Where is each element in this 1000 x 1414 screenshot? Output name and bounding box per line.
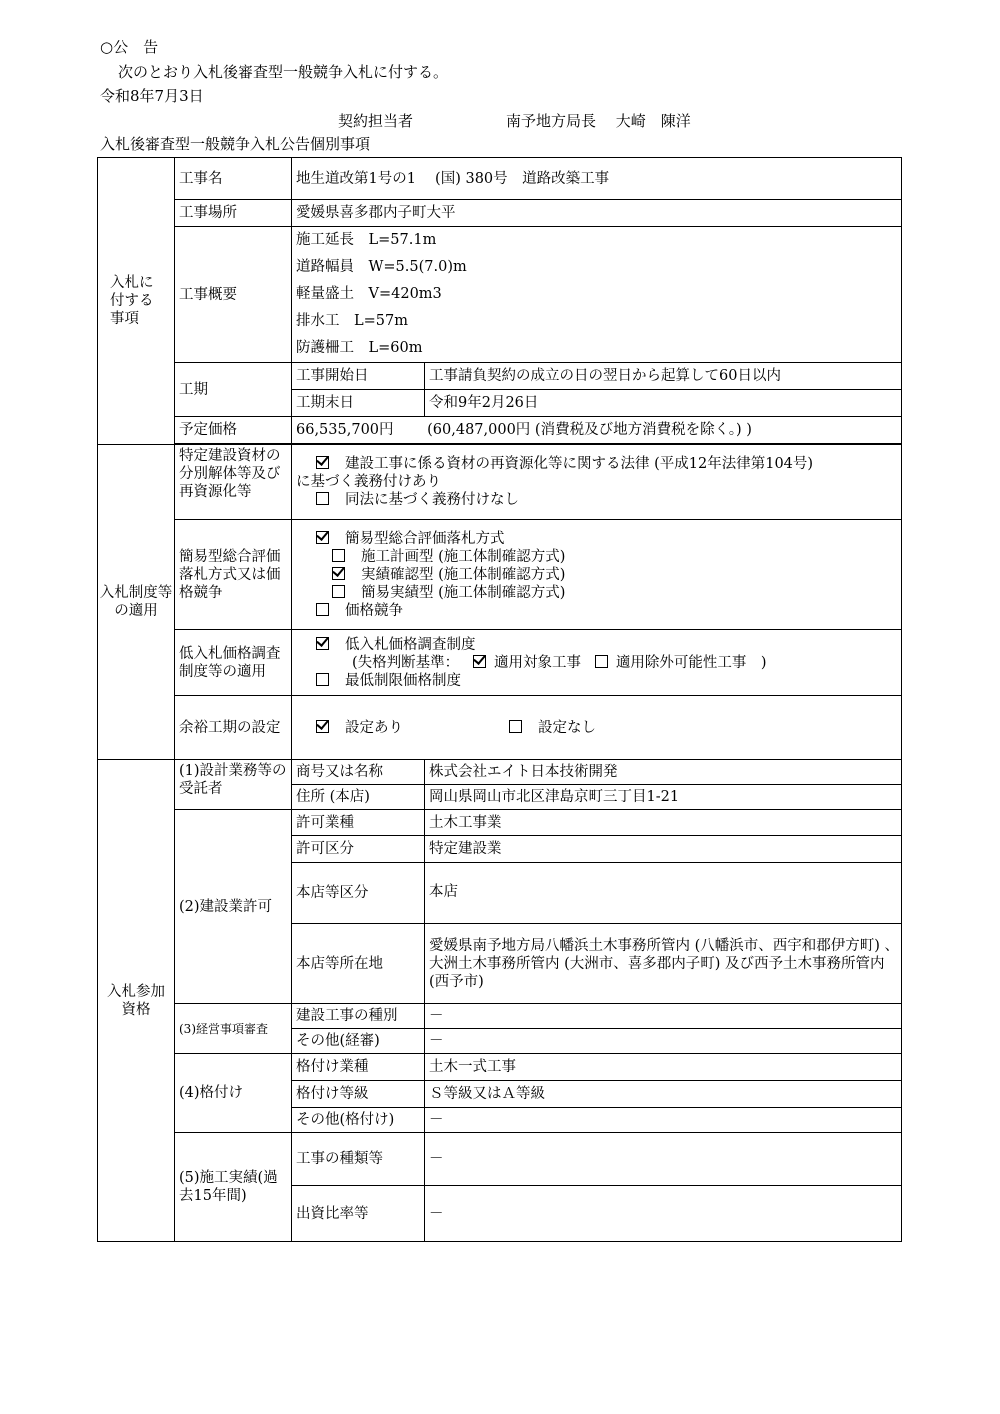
checkbox-spare-yes[interactable] — [316, 720, 329, 733]
table-caption: 入札後審査型一般競争入札公告個別事項 — [100, 135, 371, 153]
label-design: (1)設計業務等の受託者 — [175, 760, 292, 810]
label-end: 工期末日 — [292, 390, 425, 417]
value-work-name: 地生道改第1号の1 (国) 380号 道路改築工事 — [292, 158, 902, 200]
checkbox-recycle-no[interactable] — [316, 492, 329, 505]
label-period: 工期 — [175, 363, 292, 417]
checkbox-low-crit-a[interactable] — [473, 655, 486, 668]
checkbox-spare-no[interactable] — [509, 720, 522, 733]
value-work-place: 愛媛県喜多郡内子町大平 — [292, 200, 902, 227]
notice-intro: 次のとおり入札後審査型一般競争入札に付する。 — [118, 63, 449, 81]
label-recycle: 特定建設資材の分別解体等及び再資源化等 — [175, 445, 292, 520]
value-low: 低入札価格調査制度 (失格判断基準： 適用対象工事 適用除外可能性工事 ) 最低制限価格制度 — [292, 630, 902, 696]
label-spare: 余裕工期の設定 — [175, 696, 292, 760]
label-permit-class: 許可区分 — [292, 836, 425, 863]
overview-item: 防護柵工 L=60m — [296, 340, 423, 356]
label-keishin-kind: 建設工事の種別 — [292, 1004, 425, 1029]
value-price: 66,535,700円 (60,487,000円 (消費税及び地方消費税を除く。) ) — [292, 417, 902, 444]
label-work-place: 工事場所 — [175, 200, 292, 227]
value-hq-type: 本店 — [425, 863, 902, 924]
label-rank-type: 格付け業種 — [292, 1054, 425, 1081]
checkbox-eval-c[interactable] — [332, 585, 345, 598]
label-keishin-other: その他(経審) — [292, 1029, 425, 1054]
section-title-2: 入札制度等の適用 — [98, 445, 175, 760]
value-work-overview — [292, 227, 902, 363]
contract-role: 契約担当者 — [338, 112, 414, 130]
checkbox-low-main[interactable] — [316, 637, 329, 650]
checkbox-eval-a[interactable] — [332, 549, 345, 562]
value-recycle: 建設工事に係る資材の再資源化等に関する法律 (平成12年法律第104号) に基づく義務付けあり 同法に基づく義務付けなし — [292, 445, 902, 520]
value-hq-loc: 愛媛県南予地方局八幡浜土木事務所管内 (八幡浜市、西宇和郡伊方町) 、大洲土木事務所管内 (大洲市、喜多郡内子町) 及び西予土木事務所管内 (西予市) — [425, 924, 902, 1004]
checkbox-eval-main[interactable] — [316, 531, 329, 544]
label-record: (5)施工実績(過去15年間) — [175, 1133, 292, 1242]
contract-officer: 南予地方局長 大崎 陳洋 — [506, 112, 691, 130]
label-price: 予定価格 — [175, 417, 292, 444]
checkbox-eval-b[interactable] — [332, 567, 345, 580]
value-keishin-other: － — [425, 1029, 902, 1054]
label-permit: (2)建設業許可 — [175, 810, 292, 1004]
value-record-kind: － — [425, 1133, 902, 1186]
value-start: 工事請負契約の成立の日の翌日から起算して60日以内 — [425, 363, 902, 390]
label-hq-type: 本店等区分 — [292, 863, 425, 924]
value-end: 令和9年2月26日 — [425, 390, 902, 417]
value-eval: 簡易型総合評価落札方式 施工計画型 (施工体制確認方式) 実績確認型 (施工体制確認方式) 簡易実績型 (施工体制確認方式) 価格競争 — [292, 520, 902, 630]
value-permit-type: 土木工事業 — [425, 810, 902, 836]
label-record-ratio: 出資比率等 — [292, 1186, 425, 1242]
section-title-1: 入札に付する事項 — [98, 158, 175, 445]
label-permit-type: 許可業種 — [292, 810, 425, 836]
label-low: 低入札価格調査制度等の適用 — [175, 630, 292, 696]
overview-item: 排水工 L=57m — [296, 313, 408, 329]
label-hq-loc: 本店等所在地 — [292, 924, 425, 1004]
label-rank-grade: 格付け等級 — [292, 1081, 425, 1108]
label-rank-other: その他(格付け) — [292, 1108, 425, 1133]
checkbox-eval-price[interactable] — [316, 603, 329, 616]
overview-item: 軽量盛土 V=420m3 — [296, 286, 442, 302]
value-design-addr: 岡山県岡山市北区津島京町三丁目1-21 — [425, 785, 902, 810]
value-spare: 設定あり 設定なし — [292, 696, 902, 760]
notice-title: ○公 告 — [100, 38, 159, 56]
label-work-overview: 工事概要 — [175, 227, 292, 363]
label-record-kind: 工事の種類等 — [292, 1133, 425, 1186]
checkbox-recycle-yes[interactable] — [316, 456, 329, 469]
value-rank-type: 土木一式工事 — [425, 1054, 902, 1081]
overview-item: 道路幅員 W=5.5(7.0)m — [296, 259, 467, 275]
label-design-name: 商号又は名称 — [292, 760, 425, 785]
checkbox-low-min[interactable] — [316, 673, 329, 686]
overview-item: 施工延長 L=57.1m — [296, 232, 437, 248]
notice-date: 令和8年7月3日 — [100, 87, 204, 105]
label-keishin: (3)経営事項審査 — [175, 1004, 292, 1054]
value-keishin-kind: － — [425, 1004, 902, 1029]
label-design-addr: 住所 (本店) — [292, 785, 425, 810]
notice-table — [97, 157, 902, 1242]
value-permit-class: 特定建設業 — [425, 836, 902, 863]
value-rank-other: － — [425, 1108, 902, 1133]
label-rank: (4)格付け — [175, 1054, 292, 1133]
label-start: 工事開始日 — [292, 363, 425, 390]
label-eval: 簡易型総合評価落札方式又は価格競争 — [175, 520, 292, 630]
checkbox-low-crit-b[interactable] — [595, 655, 608, 668]
section-title-3: 入札参加資格 — [98, 760, 175, 1242]
value-rank-grade: Ｓ等級又はＡ等級 — [425, 1081, 902, 1108]
label-work-name: 工事名 — [175, 158, 292, 200]
value-record-ratio: － — [425, 1186, 902, 1242]
value-design-name: 株式会社エイト日本技術開発 — [425, 760, 902, 785]
